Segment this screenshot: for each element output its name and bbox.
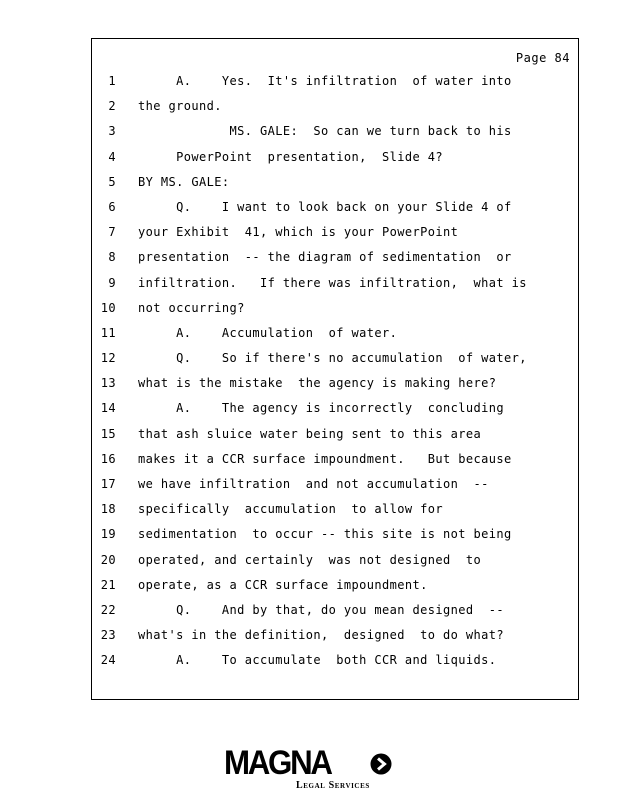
line-text: infiltration. If there was infiltration, what is — [138, 275, 527, 290]
logo-wordmark: MAGNA — [224, 744, 331, 782]
line-number: 1 — [108, 74, 116, 88]
transcript-line — [92, 119, 578, 144]
line-text: operated, and certainly was not designed to — [138, 552, 482, 567]
line-text: your Exhibit 41, which is your PowerPoint — [138, 225, 459, 240]
line-text: operate, as a CCR surface impoundment. — [138, 577, 428, 592]
transcript-line — [92, 94, 578, 119]
transcript-line — [92, 69, 578, 94]
line-number: 16 — [100, 451, 116, 466]
line-text: not occurring? — [138, 300, 245, 315]
transcript-line — [92, 321, 578, 346]
line-text: Q. I want to look back on your Slide 4 of — [138, 199, 512, 214]
line-number: 17 — [100, 477, 116, 491]
transcript-line — [92, 346, 578, 371]
transcript-line — [92, 170, 578, 195]
line-number: 20 — [100, 552, 116, 567]
transcript-line — [92, 497, 578, 522]
line-number: 21 — [100, 577, 116, 592]
transcript-line — [92, 396, 578, 421]
page-number: Page 84 — [515, 51, 570, 65]
line-number: 11 — [100, 325, 116, 340]
line-text: Q. So if there's no accumulation of water, — [138, 351, 527, 366]
transcript-line — [92, 371, 578, 396]
line-text: Q. And by that, do you mean designed -- — [138, 602, 504, 617]
transcript-line — [92, 271, 578, 296]
line-number: 5 — [108, 174, 116, 189]
line-number: 24 — [100, 653, 116, 668]
transcript-lines — [92, 69, 578, 674]
magna-logo — [224, 746, 399, 794]
transcript-page — [91, 38, 579, 700]
transcript-line — [92, 598, 578, 623]
line-text: what's in the definition, designed to do what? — [138, 628, 504, 643]
line-text: A. To accumulate both CCR and liquids. — [138, 653, 497, 668]
transcript-line — [92, 573, 578, 598]
line-text: A. Yes. It's infiltration of water into — [138, 74, 512, 88]
transcript-line — [92, 296, 578, 321]
line-text: MS. GALE: So can we turn back to his — [138, 124, 512, 139]
line-text: presentation -- the diagram of sedimentation or — [138, 250, 512, 265]
line-text: what is the mistake the agency is making here? — [138, 376, 497, 391]
transcript-line — [92, 648, 578, 673]
chevron-right-circle-icon — [370, 753, 392, 775]
transcript-line — [92, 422, 578, 447]
line-number: 10 — [100, 300, 116, 315]
line-text: BY MS. GALE: — [138, 174, 230, 189]
line-number: 2 — [108, 99, 116, 114]
transcript-line — [92, 195, 578, 220]
line-number: 14 — [100, 401, 116, 416]
line-text: PowerPoint presentation, Slide 4? — [138, 149, 443, 164]
transcript-line — [92, 220, 578, 245]
line-number: 3 — [108, 124, 116, 139]
line-text: A. Accumulation of water. — [138, 325, 398, 340]
line-number: 19 — [100, 527, 116, 542]
line-number: 7 — [108, 225, 116, 240]
line-text: we have infiltration and not accumulation -- — [138, 477, 489, 491]
transcript-line — [92, 548, 578, 573]
line-text: the ground. — [138, 99, 222, 114]
line-text: A. The agency is incorrectly concluding — [138, 401, 504, 416]
transcript-line — [92, 522, 578, 547]
transcript-line — [92, 145, 578, 170]
line-number: 13 — [100, 376, 116, 391]
line-number: 15 — [100, 426, 116, 441]
line-number: 4 — [108, 149, 116, 164]
line-number: 22 — [100, 602, 116, 617]
line-number: 18 — [100, 502, 116, 517]
transcript-line — [92, 623, 578, 648]
transcript-line — [92, 447, 578, 472]
line-number: 12 — [100, 351, 116, 366]
line-number: 9 — [108, 275, 116, 290]
line-text: sedimentation to occur -- this site is not being — [138, 527, 512, 542]
line-text: that ash sluice water being sent to this area — [138, 426, 482, 441]
transcript-line — [92, 245, 578, 270]
line-number: 23 — [100, 628, 116, 643]
line-number: 8 — [108, 250, 116, 265]
line-text: makes it a CCR surface impoundment. But because — [138, 451, 512, 466]
line-number: 6 — [108, 199, 116, 214]
transcript-line — [92, 472, 578, 497]
logo-subtitle: Legal Services — [296, 780, 370, 791]
line-text: specifically accumulation to allow for — [138, 502, 443, 517]
